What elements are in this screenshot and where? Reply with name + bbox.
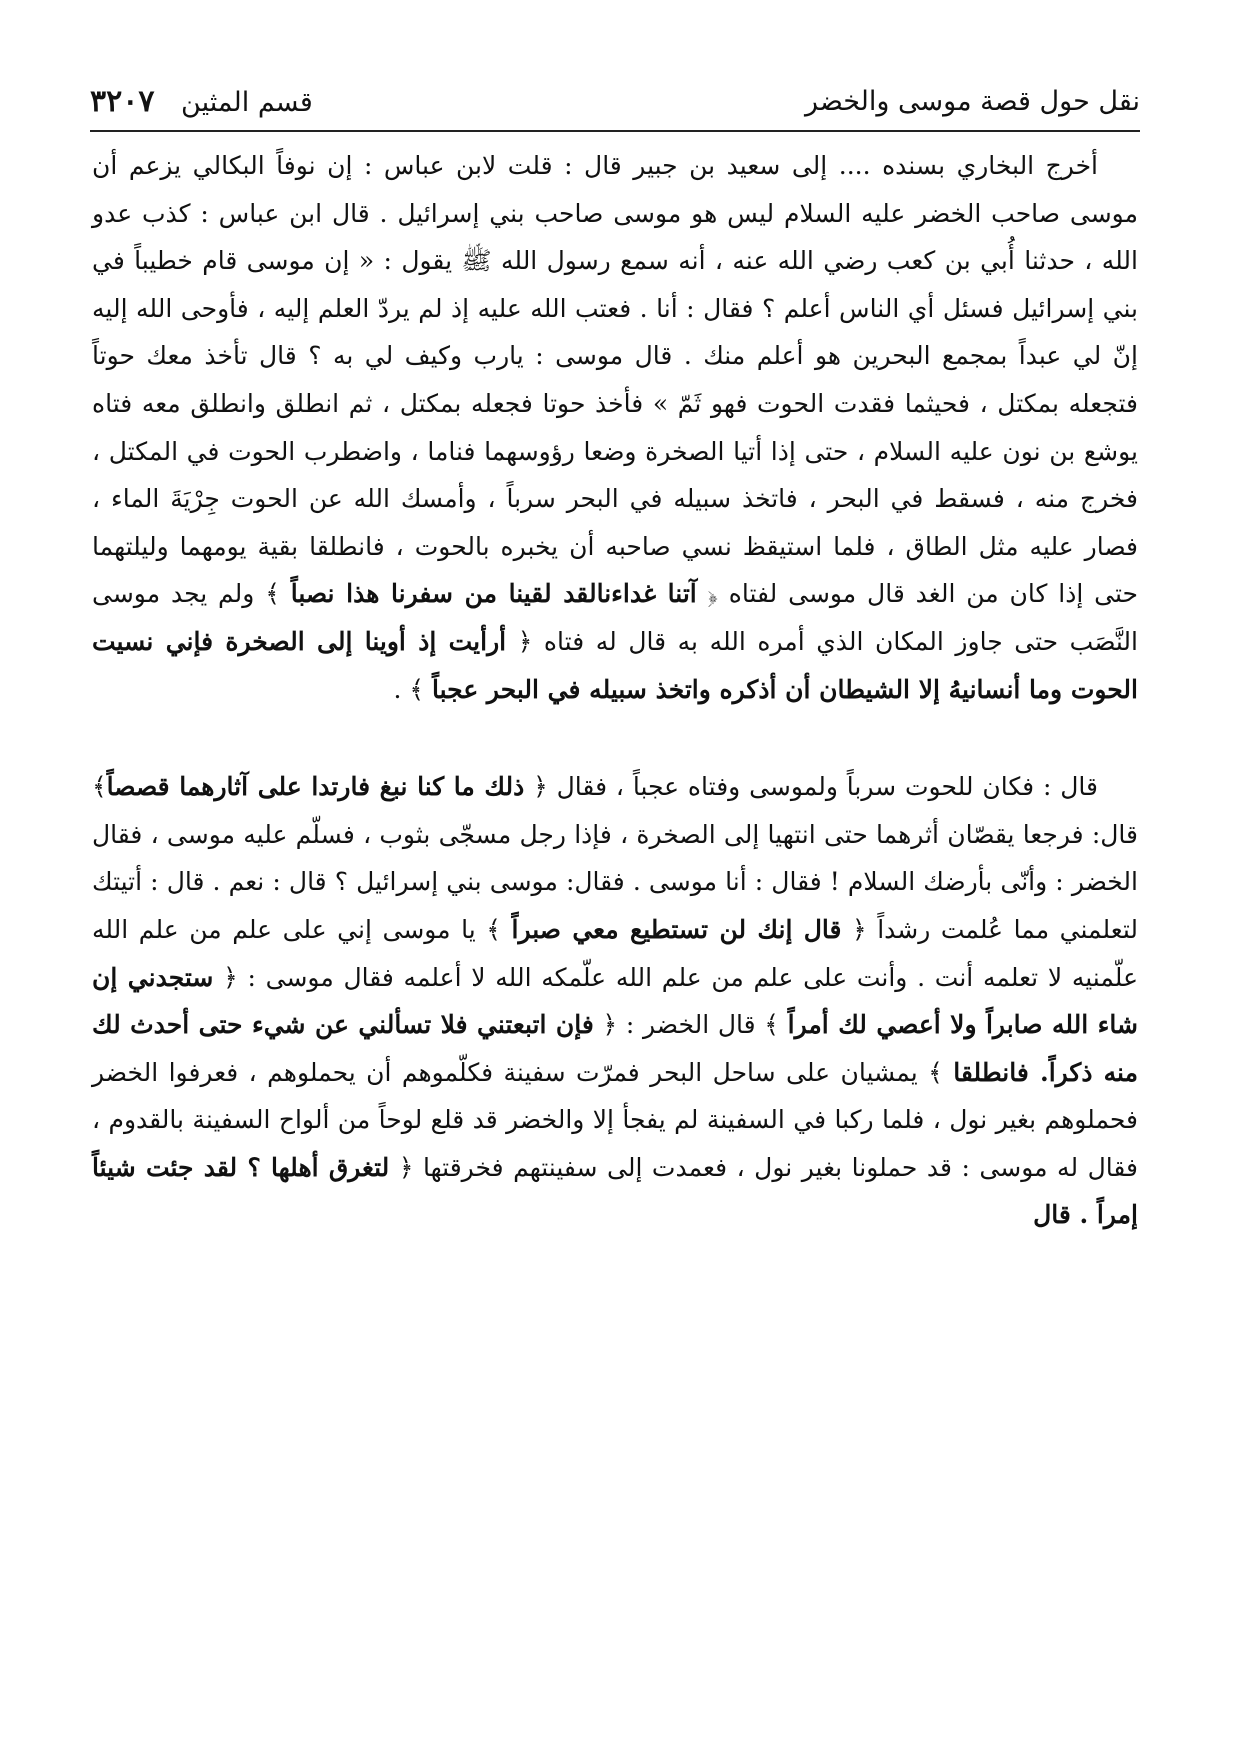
text-run: ﴾ قال: فرجعا يقصّان أثرهما حتى انتهيا إلى الصخرة ، فإذا رجل مسجّى بثوب ، فسلّم عليه موسى ، فقال الخضر : وأنّى بأرضك السلام ! فقال : أنا موسى . فقال: موسى بني إسرائيل ؟ قال : نعم . قال : أتيتك لتعلمني مما عُلمت رشداً ﴿: [92, 772, 1138, 944]
page-body: [92, 142, 1138, 1239]
section-name: قسم المثين: [181, 87, 313, 118]
text-run: ﴾ يمشيان على ساحل البحر فمرّت سفينة فكلّموهم أن يحملوهم ، فعرفوا الخضر فحملوهم بغير نول ، فلما ركبا في السفينة لم يفجأ إلا والخضر قد قلع لوحاً من ألواح السفينة بالقدوم ، فقال له موسى : قد حملونا بغير نول ، فعمدت إلى سفينتهم فخرقتها ﴿: [92, 1057, 1138, 1182]
header-section-and-page: [90, 82, 313, 123]
text-run: ﴾ قال الخضر : ﴿: [602, 1010, 779, 1040]
text-run: ﴾ ولم يجد موسى النَّصَب حتى جاوز المكان الذي أمره الله به قال له فتاه ﴿: [92, 579, 1138, 656]
quran-quote: أرأيت إذ أوينا إلى الصخرة فإني نسيت الحوت وما أنسانيهُ إلا الشيطان أن أذكره واتخذ سبيله في البحر عجباً: [92, 626, 1138, 704]
quran-quote: لتغرق أهلها ؟ لقد جئت شيئاً إمراً . قال: [92, 1152, 1138, 1230]
page-header: [90, 82, 1140, 122]
text-run: ﴾ يا موسى إني على علم من علم الله علّمنيه لا تعلمه أنت . وأنت على علم من علم الله علّمكه الله لا أعلمه فقال موسى : ﴿: [92, 914, 1138, 992]
text-run: ﴾ .: [393, 674, 425, 704]
quran-quote: قال إنك لن تستطيع معي صبراً: [511, 914, 842, 944]
paragraph-hadith: [92, 142, 1138, 713]
quran-quote: ذلك ما كنا نبغ فارتدا على آثارهما قصصاً: [106, 772, 525, 802]
text-run: قال : فكان للحوت سرباً ولموسى وفتاه عجباً ، فقال ﴿: [533, 772, 1098, 802]
page-number: ٣٢٠٧: [90, 84, 155, 119]
running-title: نقل حول قصة موسى والخضر: [804, 86, 1140, 117]
quran-quote: فإن اتبعتني فلا تسألني عن شيء حتى أحدث لك منه ذكراً. فانطلقا: [92, 1010, 1138, 1087]
quran-quote: آتنا غداءنالقد لقينا من سفرنا هذا نصباً: [290, 579, 697, 609]
quran-quote: ستجدني إن شاء الله صابراً ولا أعصي لك أمراً: [92, 962, 1138, 1040]
text-run: أخرج البخاري بسنده .... إلى سعيد بن جبير قال : قلت لابن عباس : إن نوفاً البكالي يزعم أن موسى صاحب الخضر عليه السلام ليس هو موسى صاحب بني إسرائيل . قال ابن عباس : كذب عدو الله ، حدثنا أُبي بن كعب رضي الله عنه ، أنه سمع رسول الله ﷺ يقول : « إن موسى قام خطيباً في بني إسرائيل فسئل أي الناس أعلم ؟ فقال : أنا . فعتب الله عليه إذ لم يردّ العلم إليه ، فأوحى الله إليه إنّ لي عبداً بمجمع البحرين هو أعلم منك . قال موسى : يارب وكيف لي به ؟ قال تأخذ معك حوتاً فتجعله بمكتل ، فحيثما فقدت الحوت فهو ثَمّ » فأخذ حوتا فجعله بمكتل ، ثم انطلق وانطلق معه فتاه يوشع بن نون عليه السلام ، حتى إذا أتيا الصخرة وضعا رؤوسهما فناما ، واضطرب الحوت في المكتل ، فخرج منه ، فسقط في البحر ، فاتخذ سبيله في البحر سرباً ، وأمسك الله عن الحوت جِرْيَةَ الماء ، فصار عليه مثل الطاق ، فلما استيقظ نسي صاحبه أن يخبره بالحوت ، فانطلقا بقية يومهما وليلتهما حتى إذا كان من الغد قال موسى لفتاه ﴿: [92, 151, 1138, 609]
paragraph-story: [92, 763, 1138, 1239]
header-rule: [90, 130, 1140, 132]
